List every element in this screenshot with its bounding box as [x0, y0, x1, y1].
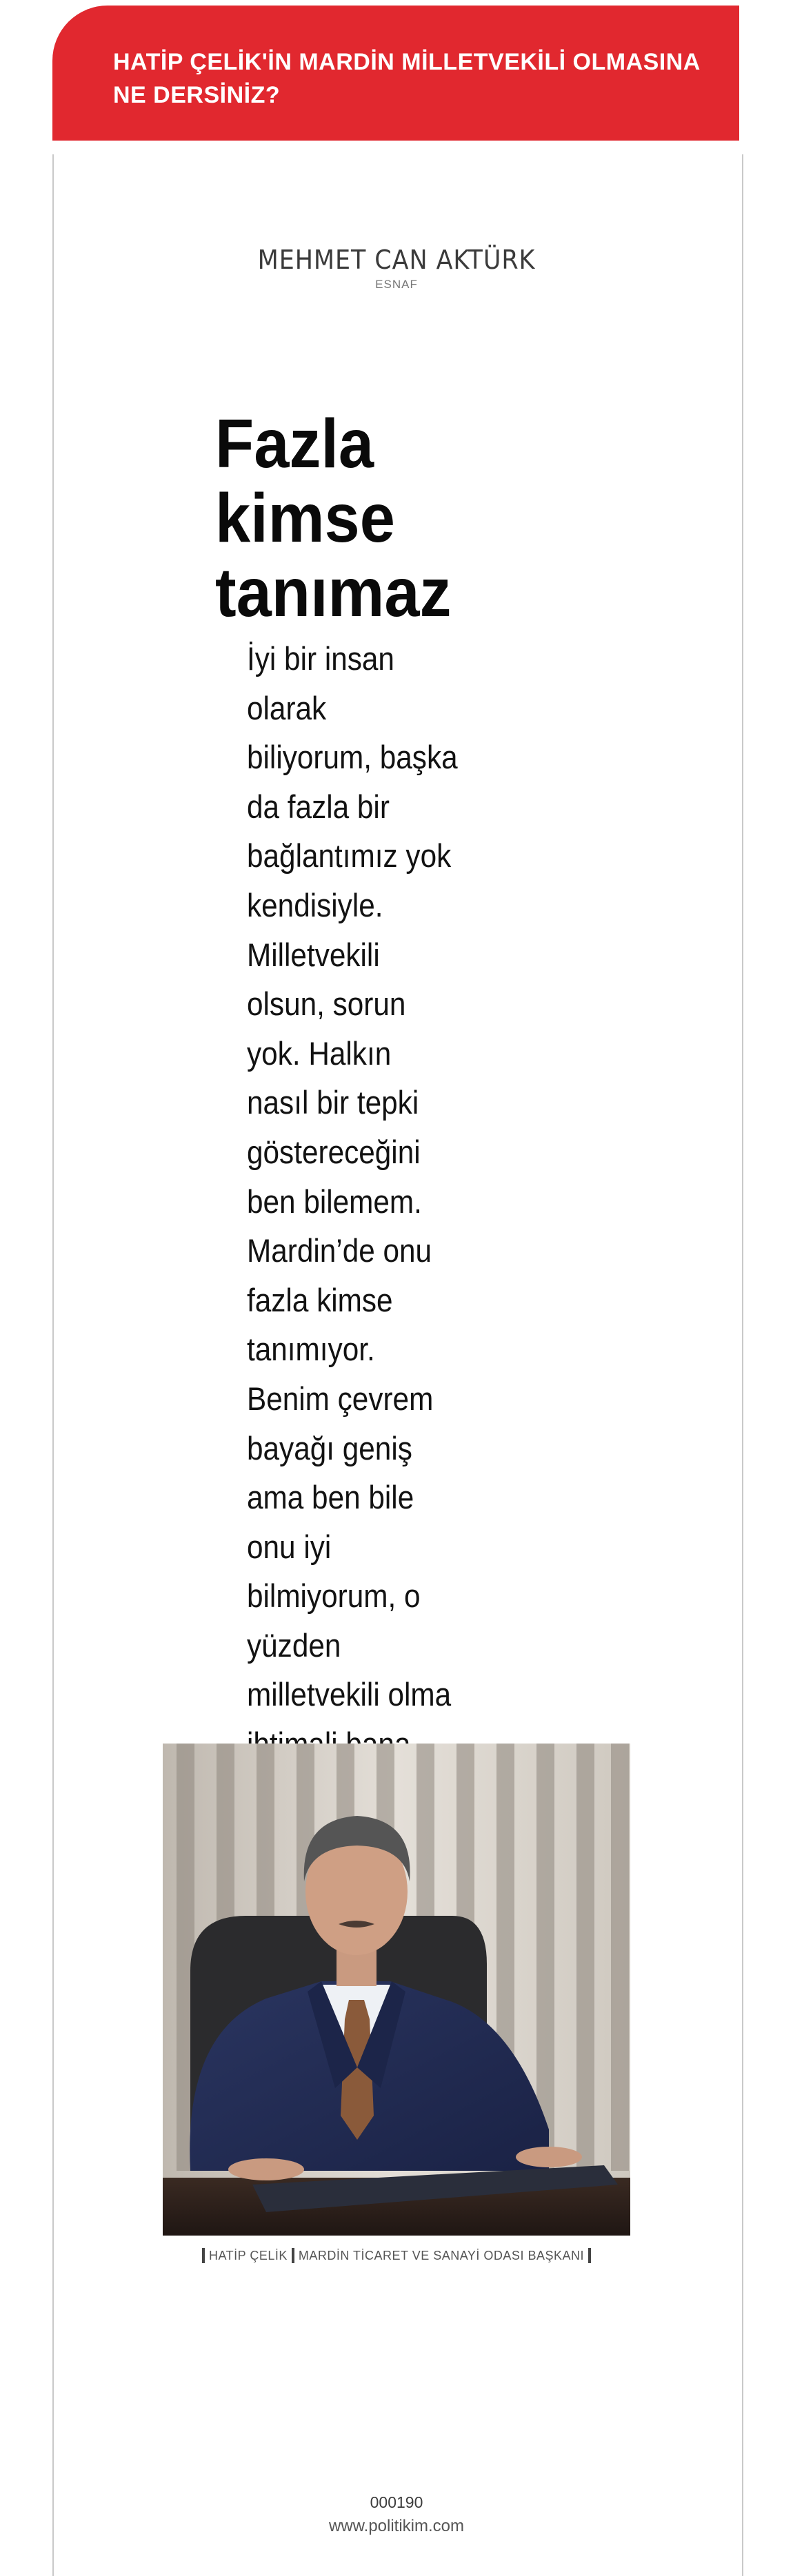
portrait-illustration [163, 1744, 630, 2236]
article-headline: Fazla kimse tanımaz [215, 405, 452, 631]
right-frame-line [742, 154, 743, 2576]
caption-name: HATİP ÇELİK [209, 2248, 288, 2262]
article-body: İyi bir insan olarak biliyorum, başka da fazla bir bağlantımız yok kendisiyle. Milletvekili olsun, sorun yok. Halkın nasıl bir tepki göstereceğini ben bilemem. Mardin’de onu fazla kimse tanımıyor. Benim çevrem bayağı geniş ama ben bile onu iyi bilmiyorum, o yüzden milletvekili olma [247, 640, 458, 1713]
header-banner [52, 6, 739, 141]
caption-divider [588, 2248, 591, 2263]
footer-url: www.politikim.com [328, 2517, 465, 2535]
author-name: MEHMET CAN AKTÜRK [257, 245, 536, 275]
left-frame-line [52, 154, 54, 2576]
portrait-photo [163, 1744, 630, 2236]
page-title: HATİP ÇELİK'İN MARDİN MİLLETVEKİLİ OLMASINA NE DERSİNİZ? [113, 49, 700, 108]
author-role: ESNAF [375, 278, 418, 291]
caption-divider [292, 2248, 294, 2263]
photo-caption [138, 2248, 655, 2263]
caption-divider [202, 2248, 205, 2263]
footer-code: 000190 [370, 2493, 423, 2511]
caption-title: MARDİN TİCARET VE SANAYİ ODASI BAŞKANI [298, 2248, 584, 2262]
byline [207, 245, 586, 292]
